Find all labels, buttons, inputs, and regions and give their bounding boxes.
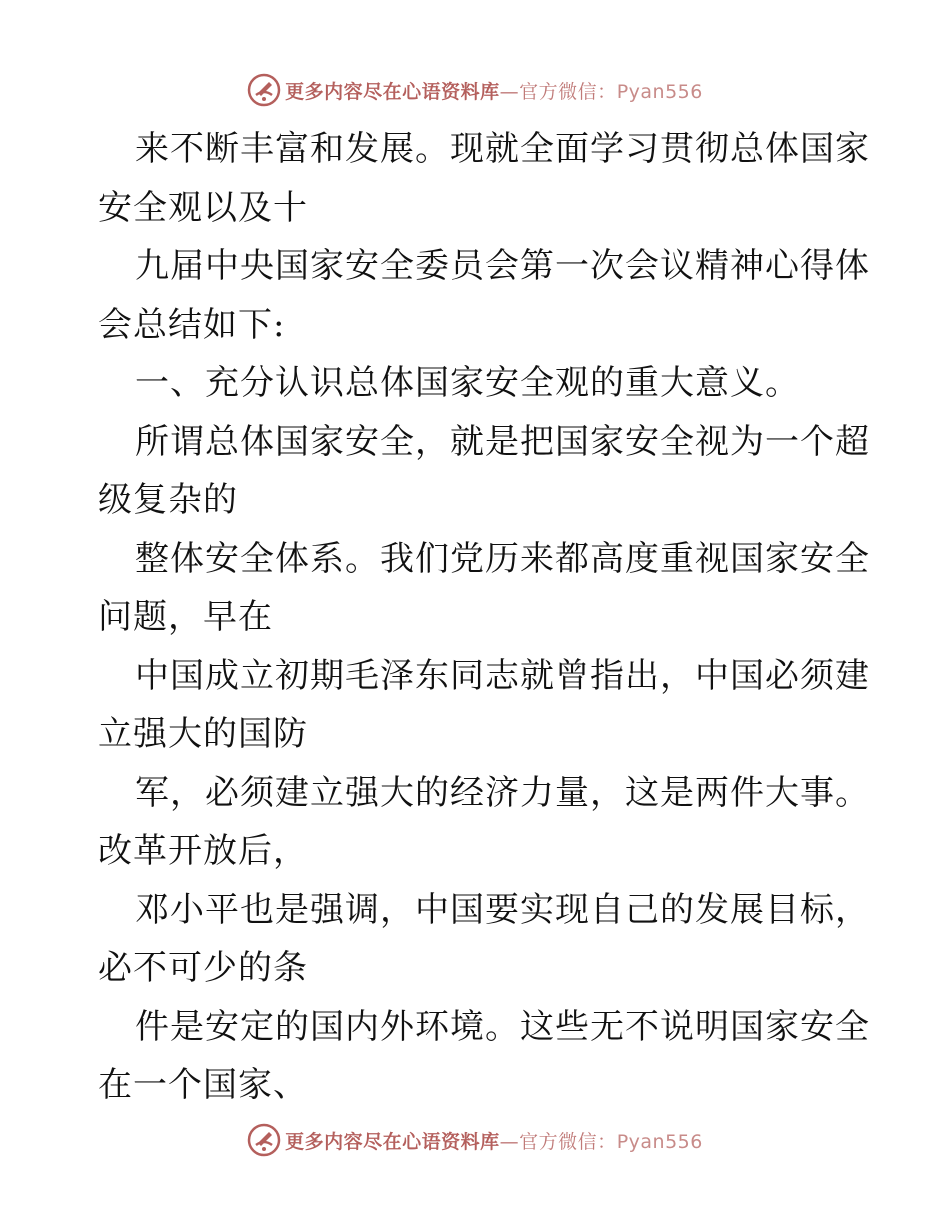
book-pen-logo-icon bbox=[247, 73, 281, 107]
paragraph-line: 安全观以及十 bbox=[98, 187, 308, 228]
footer-watermark bbox=[0, 1120, 950, 1160]
watermark-text: 更多内容尽在心语资料库—官方微信：Pyan556 bbox=[285, 80, 703, 103]
paragraph-line: 来不断丰富和发展。现就全面学习贯彻总体国家 bbox=[135, 129, 870, 169]
book-pen-logo-icon bbox=[247, 1123, 281, 1157]
paragraph-line: 会总结如下: bbox=[98, 304, 286, 345]
header-watermark bbox=[0, 70, 950, 110]
section-heading: 一、充分认识总体国家安全观的重大意义。 bbox=[135, 363, 800, 403]
paragraph-line: 军，必须建立强大的经济力量，这是两件大事。 bbox=[135, 772, 870, 813]
paragraph-line: 在一个国家、 bbox=[98, 1065, 308, 1105]
paragraph-line: 问题，早在 bbox=[98, 597, 273, 637]
paragraph-line: 级复杂的 bbox=[98, 480, 238, 520]
paragraph-line: 邓小平也是强调，中国要实现自己的发展目标， bbox=[135, 889, 870, 930]
paragraph-line: 九届中央国家安全委员会第一次会议精神心得体 bbox=[135, 246, 870, 286]
paragraph-line: 所谓总体国家安全，就是把国家安全视为一个超 bbox=[135, 421, 870, 462]
watermark-text: 更多内容尽在心语资料库—官方微信：Pyan556 bbox=[285, 1130, 703, 1153]
paragraph-line: 必不可少的条 bbox=[98, 948, 308, 988]
paragraph-line: 立强大的国防 bbox=[98, 714, 308, 754]
paragraph-line: 件是安定的国内外环境。这些无不说明国家安全 bbox=[135, 1006, 870, 1047]
paragraph-line: 整体安全体系。我们党历来都高度重视国家安全 bbox=[135, 538, 870, 579]
paragraph-line: 改革开放后， bbox=[98, 831, 308, 871]
paragraph-line: 中国成立初期毛泽东同志就曾指出，中国必须建 bbox=[135, 655, 870, 696]
document-body bbox=[98, 120, 870, 1115]
